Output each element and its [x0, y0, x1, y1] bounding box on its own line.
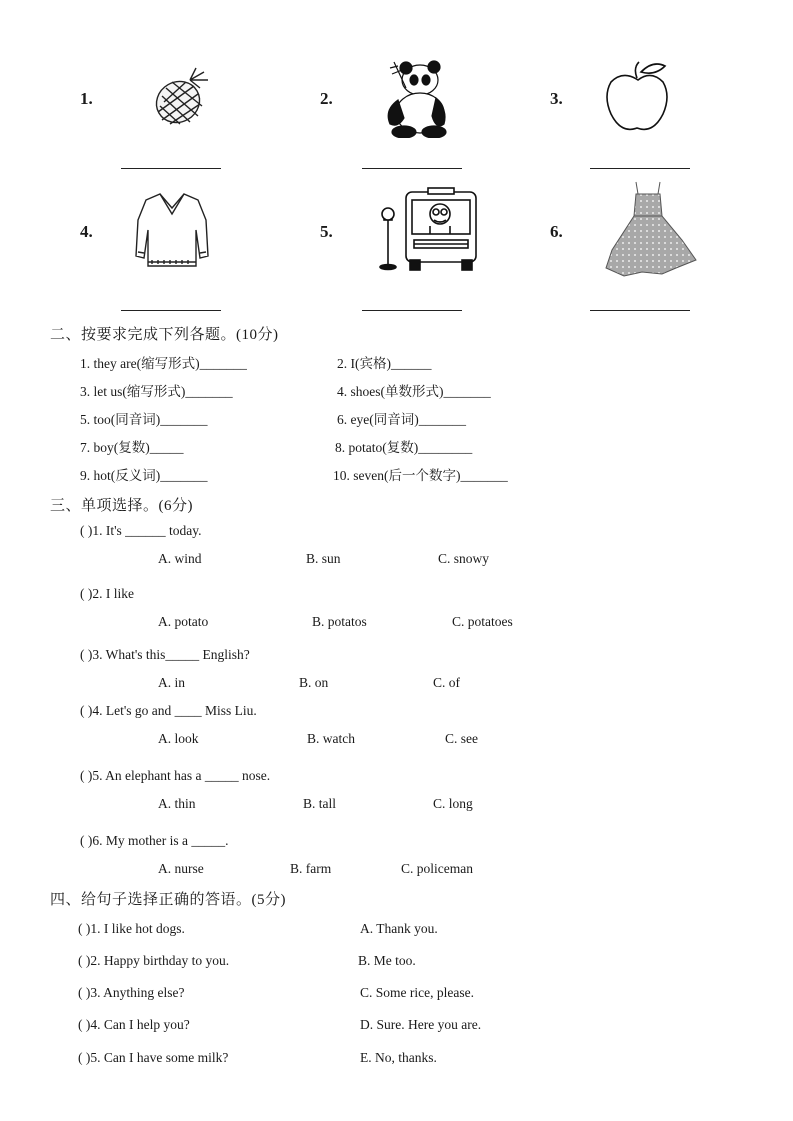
question-2-option-b[interactable]: B. potatos — [312, 614, 367, 629]
question-6: ( )6. My mother is a _____. — [80, 833, 229, 848]
picture-number-6: 6. — [550, 222, 563, 241]
question-1-option-a[interactable]: A. wind — [158, 551, 202, 566]
match-answer-b: B. Me too. — [358, 953, 416, 968]
picture-number-1: 1. — [80, 89, 93, 108]
match-answer-e: E. No, thanks. — [360, 1050, 437, 1065]
section-2-title: 二、按要求完成下列各题。(10分) — [50, 327, 279, 343]
question-4-option-a[interactable]: A. look — [158, 731, 199, 746]
section-2-item-5: 5. too(同音词)_______ — [80, 412, 208, 427]
question-5-option-c[interactable]: C. long — [433, 796, 473, 811]
question-5-option-b[interactable]: B. tall — [303, 796, 336, 811]
question-4-option-b[interactable]: B. watch — [307, 731, 355, 746]
question-1-option-c[interactable]: C. snowy — [438, 551, 490, 566]
picture-answer-blank-1[interactable] — [121, 168, 221, 169]
question-6-option-a[interactable]: A. nurse — [158, 861, 204, 876]
match-answer-a: A. Thank you. — [360, 921, 438, 936]
picture-answer-blank-2[interactable] — [362, 168, 462, 169]
question-2: ( )2. I like — [80, 586, 134, 601]
question-6-option-b[interactable]: B. farm — [290, 861, 332, 876]
pineapple-icon — [150, 66, 216, 130]
match-answer-c: C. Some rice, please. — [360, 985, 474, 1000]
question-3: ( )3. What's this_____ English? — [80, 647, 250, 662]
panda-icon — [376, 58, 450, 138]
picture-number-5: 5. — [320, 222, 333, 241]
section-4-title: 四、给句子选择正确的答语。(5分) — [50, 892, 286, 908]
section-2-item-1: 1. they are(缩写形式)_______ — [80, 356, 247, 371]
question-2-option-a[interactable]: A. potato — [158, 614, 209, 629]
question-1-option-b[interactable]: B. sun — [306, 551, 341, 566]
question-3-option-a[interactable]: A. in — [158, 675, 185, 690]
dress-icon — [602, 180, 698, 280]
question-3-option-b[interactable]: B. on — [299, 675, 329, 690]
section-3-title: 三、单项选择。(6分) — [50, 498, 193, 514]
section-2-item-10: 10. seven(后一个数字)_______ — [333, 468, 508, 483]
question-6-option-c[interactable]: C. policeman — [401, 861, 473, 876]
match-question-3: ( )3. Anything else? — [78, 985, 185, 1000]
picture-number-4: 4. — [80, 222, 93, 241]
question-1: ( )1. It's ______ today. — [80, 523, 202, 538]
section-2-item-4: 4. shoes(单数形式)_______ — [337, 384, 491, 399]
match-question-1: ( )1. I like hot dogs. — [78, 921, 185, 936]
picture-number-2: 2. — [320, 89, 333, 108]
picture-answer-blank-4[interactable] — [121, 310, 221, 311]
question-2-option-c[interactable]: C. potatoes — [452, 614, 513, 629]
section-2-item-3: 3. let us(缩写形式)_______ — [80, 384, 233, 399]
section-2-item-2: 2. I(宾格)______ — [337, 356, 432, 371]
picture-answer-blank-6[interactable] — [590, 310, 690, 311]
question-4-option-c[interactable]: C. see — [445, 731, 478, 746]
question-5-option-a[interactable]: A. thin — [158, 796, 196, 811]
section-2-item-7: 7. boy(复数)_____ — [80, 440, 184, 455]
section-2-item-6: 6. eye(同音词)_______ — [337, 412, 466, 427]
match-question-5: ( )5. Can I have some milk? — [78, 1050, 229, 1065]
section-2-item-9: 9. hot(反义词)_______ — [80, 468, 208, 483]
match-answer-d: D. Sure. Here you are. — [360, 1017, 482, 1032]
apple-icon — [603, 60, 673, 134]
bus-driver-icon — [374, 186, 480, 272]
picture-number-3: 3. — [550, 89, 563, 108]
match-question-2: ( )2. Happy birthday to you. — [78, 953, 230, 968]
picture-answer-blank-3[interactable] — [590, 168, 690, 169]
section-2-item-8: 8. potato(复数)________ — [335, 440, 473, 455]
question-3-option-c[interactable]: C. of — [433, 675, 460, 690]
question-5: ( )5. An elephant has a _____ nose. — [80, 768, 271, 783]
question-4: ( )4. Let's go and ____ Miss Liu. — [80, 703, 257, 718]
sweater-icon — [134, 190, 210, 270]
match-question-4: ( )4. Can I help you? — [78, 1017, 190, 1032]
picture-answer-blank-5[interactable] — [362, 310, 462, 311]
